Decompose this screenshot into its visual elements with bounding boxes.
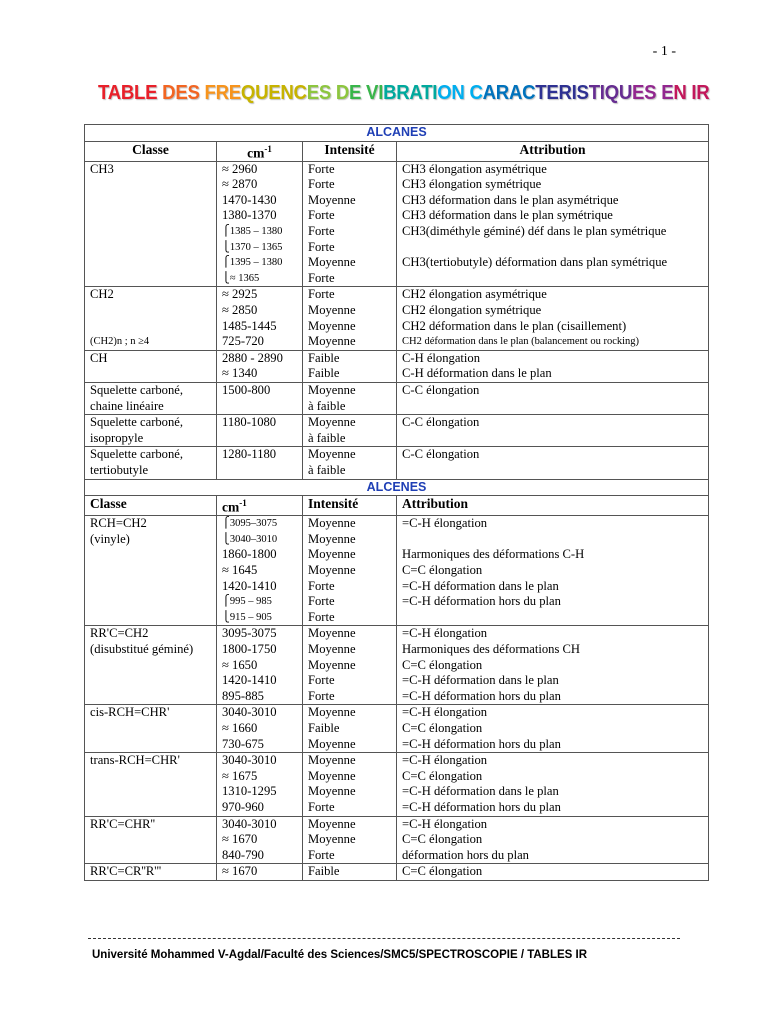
cell-intensite: Moyenne à faible <box>303 447 397 479</box>
header-attribution: Attribution <box>397 141 709 161</box>
cell-classe: Squelette carboné, chaine linéaire <box>85 383 217 415</box>
header-intensite: Intensité <box>303 496 397 516</box>
table-row <box>85 447 709 479</box>
ir-frequency-table <box>84 124 709 881</box>
cell-intensite: Moyenne Moyenne Moyenne Moyenne Forte Forte Forte <box>303 516 397 626</box>
cell-classe: CH3 <box>85 161 217 287</box>
cell-cm: 3040-3010 ≈ 1670 840-790 <box>217 816 303 864</box>
cell-attribution: =C-H élongation C=C élongation =C-H déformation hors du plan <box>397 705 709 753</box>
cell-cm: ≈ 2925 ≈ 2850 1485-1445 725-720 <box>217 287 303 350</box>
table-header-row <box>85 141 709 161</box>
table-row <box>85 516 709 626</box>
table-row <box>85 350 709 382</box>
cell-classe: cis-RCH=CHR' <box>85 705 217 753</box>
cell-attribution: =C-H élongation Harmoniques des déformations C-H C=C élongation =C-H déformation dans le plan =C-H déformation hors du plan <box>397 516 709 626</box>
cell-attribution: C-H élongation C-H déformation dans le plan <box>397 350 709 382</box>
cell-cm: 3095-3075 1800-1750 ≈ 1650 1420-1410 895-885 <box>217 626 303 705</box>
cell-classe: CH2 (CH2)n ; n ≥4 <box>85 287 217 350</box>
cell-attribution: C=C élongation <box>397 864 709 881</box>
cell-cm: 2880 - 2890 ≈ 1340 <box>217 350 303 382</box>
page-number: - 1 - <box>652 44 676 59</box>
table-row <box>85 864 709 881</box>
header-cm: $cm^{-1}$ <box>217 141 303 161</box>
cell-cm: ⎧ 3095–3075 ⎩ 3040–3010 1860-1800 ≈ 1645 1420-1410 ⎧ 995 – 985 ⎩ 915 – 905 <box>217 516 303 626</box>
cell-classe: RCH=CH2 (vinyle) <box>85 516 217 626</box>
table-row <box>85 816 709 864</box>
cell-classe: RR'C=CHR'' <box>85 816 217 864</box>
table-row <box>85 705 709 753</box>
table-row <box>85 161 709 287</box>
table-row <box>85 287 709 350</box>
cell-attribution: CH2 élongation asymétrique CH2 élongation symétrique CH2 déformation dans le plan (cisaillement) CH2 déformation dans le plan (balancement ou rocking) <box>397 287 709 350</box>
cell-classe: Squelette carboné, tertiobutyle <box>85 447 217 479</box>
header-cm: $cm^{-1}$ <box>217 496 303 516</box>
cell-attribution: C-C élongation <box>397 447 709 479</box>
page-footer: Université Mohammed V-Agdal/Faculté des Sciences/SMC5/SPECTROSCOPIE / TABLES IR <box>92 949 588 961</box>
title-part: TABLE DES FREQUENCES DE VIBRATION CARACTERISTIQUES EN IR <box>98 82 710 104</box>
cell-intensite: Moyenne à faible <box>303 383 397 415</box>
cell-intensite: Forte Forte Moyenne Forte Forte Forte Moyenne Forte <box>303 161 397 287</box>
cell-attribution: C-C élongation <box>397 383 709 415</box>
cell-intensite: Moyenne Moyenne Moyenne Forte Forte <box>303 626 397 705</box>
header-classe: Classe <box>85 496 217 516</box>
header-classe: Classe <box>85 141 217 161</box>
cell-intensite: Moyenne Faible Moyenne <box>303 705 397 753</box>
cell-intensite: Forte Moyenne Moyenne Moyenne <box>303 287 397 350</box>
cell-intensite: Faible Faible <box>303 350 397 382</box>
cell-attribution: =C-H élongation C=C élongation déformation hors du plan <box>397 816 709 864</box>
cell-cm: 3040-3010 ≈ 1675 1310-1295 970-960 <box>217 753 303 816</box>
cell-cm: 1280-1180 <box>217 447 303 479</box>
table-row <box>85 626 709 705</box>
cell-classe: RR'C=CR''R''' <box>85 864 217 881</box>
cell-attribution: C-C élongation <box>397 415 709 447</box>
section-alcenes: ALCENES <box>85 479 709 496</box>
cell-classe: Squelette carboné, isopropyle <box>85 415 217 447</box>
cell-cm: ≈ 2960 ≈ 2870 1470-1430 1380-1370 ⎧ 1385 – 1380 ⎩ 1370 – 1365 ⎧ 1395 – 1380 ⎩ ≈ 1365 <box>217 161 303 287</box>
cell-intensite: Faible <box>303 864 397 881</box>
header-intensite: Intensité <box>303 141 397 161</box>
cell-cm: 3040-3010 ≈ 1660 730-675 <box>217 705 303 753</box>
cell-intensite: Moyenne Moyenne Moyenne Forte <box>303 753 397 816</box>
cell-cm: 1500-800 <box>217 383 303 415</box>
header-attribution: Attribution <box>397 496 709 516</box>
table-row <box>85 753 709 816</box>
cell-attribution: =C-H élongation Harmoniques des déformations CH C=C élongation =C-H déformation dans le plan =C-H déformation hors du plan <box>397 626 709 705</box>
cell-attribution: =C-H élongation C=C élongation =C-H déformation dans le plan =C-H déformation hors du plan <box>397 753 709 816</box>
document-title <box>98 82 710 105</box>
cell-intensite: Moyenne à faible <box>303 415 397 447</box>
cell-classe: trans-RCH=CHR' <box>85 753 217 816</box>
footer-divider <box>88 938 680 939</box>
cell-cm: ≈ 1670 <box>217 864 303 881</box>
cell-classe: CH <box>85 350 217 382</box>
table-row <box>85 383 709 415</box>
table-row <box>85 415 709 447</box>
table-header-row <box>85 496 709 516</box>
cell-cm: 1180-1080 <box>217 415 303 447</box>
cell-attribution: CH3 élongation asymétrique CH3 élongation symétrique CH3 déformation dans le plan asymétrique CH3 déformation dans le plan symétrique CH3(diméthyle géminé) déf dans le plan symétrique CH3(tertiobutyle) déformation dans plan symétrique <box>397 161 709 287</box>
cell-classe: RR'C=CH2 (disubstitué géminé) <box>85 626 217 705</box>
section-alcanes: ALCANES <box>85 125 709 142</box>
cell-intensite: Moyenne Moyenne Forte <box>303 816 397 864</box>
